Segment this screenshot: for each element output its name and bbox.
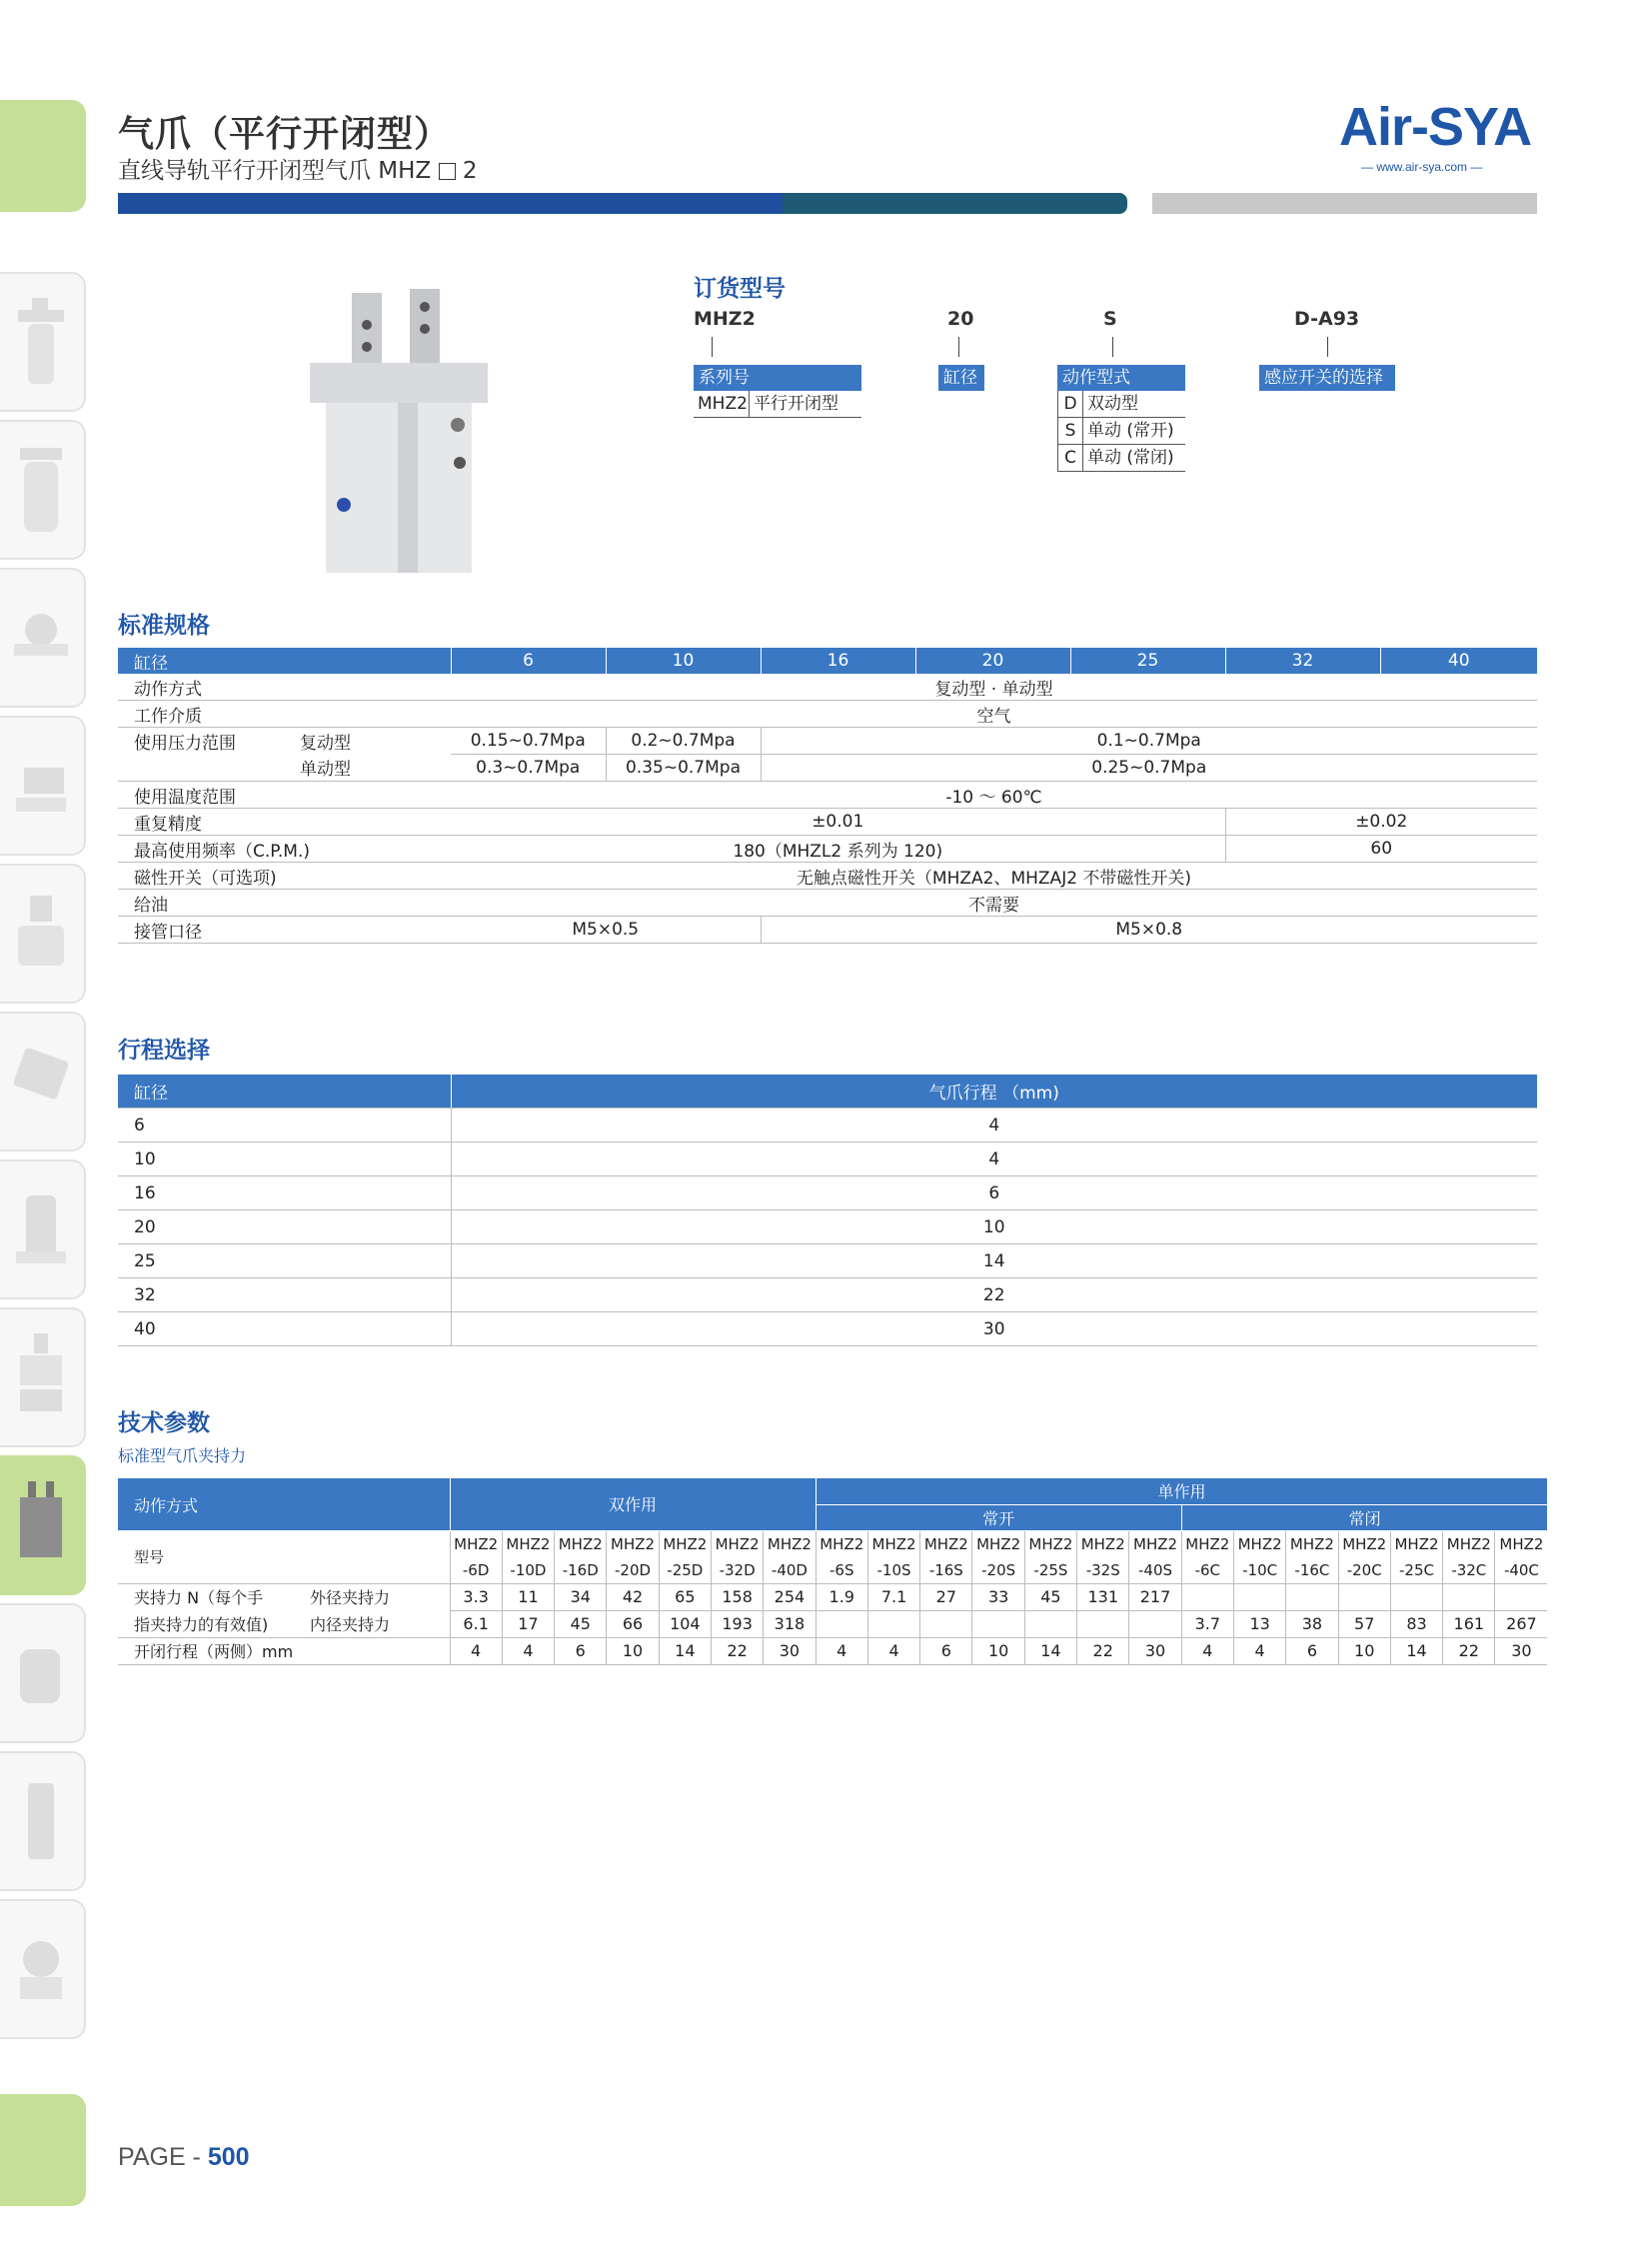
order-connector <box>1327 337 1328 357</box>
silencer-icon <box>14 1773 68 1873</box>
table-cell: MHZ2 <box>1024 1530 1076 1557</box>
table-row: 磁性开关（可选项) 无触点磁性开关（MHZA2、MHZAJ2 不带磁性开关) <box>118 863 1537 890</box>
table-cell: MHZ2 <box>867 1530 919 1557</box>
table-cell: 254 <box>764 1583 816 1610</box>
table-cell: 7.1 <box>867 1583 919 1610</box>
table-cell: -32S <box>1077 1557 1129 1584</box>
actuator-icon <box>14 1034 68 1133</box>
table-cell <box>1286 1583 1338 1610</box>
table-cell <box>1390 1583 1442 1610</box>
header-bar-gray <box>1152 193 1537 214</box>
table-cell: 3.3 <box>450 1583 502 1610</box>
table-cell <box>920 1610 972 1637</box>
table-cell: -16C <box>1286 1557 1338 1584</box>
table-cell: MHZ2 <box>1233 1530 1285 1557</box>
side-tab-gripper[interactable] <box>0 1455 86 1595</box>
series-label: 系列号 <box>694 365 861 391</box>
table-cell <box>1024 1610 1076 1637</box>
brand-url: — www.air-sya.com — <box>1361 160 1483 174</box>
table-cell: 6.1 <box>450 1610 502 1637</box>
table-row: 单动型 0.3~0.7Mpa 0.35~0.7Mpa 0.25~0.7Mpa <box>118 755 1537 782</box>
stroke-table <box>118 1075 1537 1346</box>
order-connector <box>1112 337 1113 357</box>
side-tab-filter[interactable] <box>0 272 86 412</box>
table-cell: 33 <box>972 1583 1024 1610</box>
table-cell: 30 <box>764 1637 816 1664</box>
table-cell: 27 <box>920 1583 972 1610</box>
table-cell: 4 <box>1233 1637 1285 1664</box>
order-code-switch: D-A93 <box>1294 308 1360 330</box>
table-row: 指夹持力的有效值) 内径夹持力 6.1 17 45 66 104 193 318 3.7 13 38 57 83 161 267 <box>118 1610 1547 1637</box>
table-cell: 267 <box>1495 1610 1547 1637</box>
table-cell: MHZ2 <box>1338 1530 1390 1557</box>
side-tab-bottom <box>0 2094 86 2206</box>
table-row: 型号 MHZ2 MHZ2 MHZ2 MHZ2 MHZ2 MHZ2 MHZ2 MHZ2 MHZ2 MHZ2 MHZ2 MHZ2 MHZ2 MHZ2 MHZ2 MHZ2 MHZ2 MHZ2 MHZ2 MHZ2 MHZ2 <box>118 1530 1547 1557</box>
table-cell: -6D <box>450 1557 502 1584</box>
table-cell: 45 <box>555 1610 607 1637</box>
page-number: PAGE - 500 <box>118 2143 250 2171</box>
table-cell: 158 <box>711 1583 763 1610</box>
table-cell <box>972 1610 1024 1637</box>
accessory-icon <box>14 1921 68 2021</box>
order-connector <box>712 337 713 357</box>
table-row: 32 22 <box>118 1278 1537 1312</box>
table-row: 6 4 <box>118 1109 1537 1142</box>
table-row: 重复精度 ±0.01 ±0.02 <box>118 809 1537 836</box>
bore-label: 缸径 <box>938 365 984 391</box>
table-cell: MHZ2 <box>1077 1530 1129 1557</box>
table-row: 10 4 <box>118 1142 1537 1176</box>
table-row: 工作介质 空气 <box>118 701 1537 728</box>
table-row: 20 10 <box>118 1210 1537 1244</box>
table-cell: 10 <box>607 1637 659 1664</box>
table-cell: 22 <box>711 1637 763 1664</box>
side-tab-valve[interactable] <box>0 716 86 856</box>
table-cell: 318 <box>764 1610 816 1637</box>
table-cell: 65 <box>659 1583 711 1610</box>
order-code-series: MHZ2 <box>694 308 756 330</box>
table-cell: MHZ2 <box>555 1530 607 1557</box>
side-tab-top <box>0 100 86 212</box>
table-cell: 14 <box>659 1637 711 1664</box>
table-cell: MHZ2 <box>659 1530 711 1557</box>
table-cell: MHZ2 <box>1443 1530 1495 1557</box>
table-cell <box>867 1610 919 1637</box>
table-cell: -10C <box>1233 1557 1285 1584</box>
side-tab-gauge[interactable] <box>0 568 86 708</box>
table-cell: 4 <box>1181 1637 1233 1664</box>
table-cell: -20S <box>972 1557 1024 1584</box>
order-code-action: S <box>1103 308 1117 330</box>
product-image <box>300 285 500 580</box>
table-cell: 6 <box>1286 1637 1338 1664</box>
table-cell: MHZ2 <box>816 1530 867 1557</box>
table-cell: 161 <box>1443 1610 1495 1637</box>
solenoid-icon <box>14 886 68 986</box>
table-row: 使用温度范围 -10 ～ 60℃ <box>118 782 1537 809</box>
table-cell: 1.9 <box>816 1583 867 1610</box>
table-cell <box>1338 1583 1390 1610</box>
tech-subtitle: 标准型气爪夹持力 <box>118 1446 247 1465</box>
table-cell: MHZ2 <box>764 1530 816 1557</box>
regulator-icon <box>14 442 68 542</box>
tech-table <box>118 1478 1547 1665</box>
table-cell: MHZ2 <box>607 1530 659 1557</box>
action-option-s: S 单动 (常开) <box>1057 418 1185 445</box>
table-cell: 34 <box>555 1583 607 1610</box>
table-cell: -25D <box>659 1557 711 1584</box>
fitting-icon <box>14 1625 68 1725</box>
table-cell: 66 <box>607 1610 659 1637</box>
header-bar-blue <box>118 193 783 214</box>
side-tab-cylinder[interactable] <box>0 1307 86 1447</box>
table-cell: MHZ2 <box>1286 1530 1338 1557</box>
table-row: 16 6 <box>118 1176 1537 1210</box>
gauge-icon <box>14 590 68 690</box>
table-cell: 22 <box>1443 1637 1495 1664</box>
side-tab-solenoid[interactable] <box>0 864 86 1004</box>
action-option-d: D 双动型 <box>1057 391 1185 418</box>
header-bar-teal <box>783 193 1127 214</box>
table-cell: 14 <box>1024 1637 1076 1664</box>
gripper-icon <box>14 1477 68 1577</box>
filter-icon <box>14 294 68 394</box>
spec-table <box>118 648 1537 944</box>
action-label: 动作型式 <box>1057 365 1185 391</box>
table-cell: 57 <box>1338 1610 1390 1637</box>
page-title: 气爪（平行开闭型） <box>118 114 452 155</box>
table-cell: MHZ2 <box>711 1530 763 1557</box>
table-cell: 131 <box>1077 1583 1129 1610</box>
table-cell: 6 <box>555 1637 607 1664</box>
table-cell: 6 <box>920 1637 972 1664</box>
table-cell: 11 <box>502 1583 554 1610</box>
table-cell: 38 <box>1286 1610 1338 1637</box>
table-row: 动作方式 复动型 · 单动型 <box>118 674 1537 701</box>
spec-header-row: 缸径 6 10 16 20 25 32 40 <box>118 648 1537 674</box>
table-cell: MHZ2 <box>1390 1530 1442 1557</box>
side-tab-actuator[interactable] <box>0 1012 86 1151</box>
order-connector <box>958 337 959 357</box>
table-cell: -16D <box>555 1557 607 1584</box>
spec-title: 标准规格 <box>118 613 210 639</box>
table-cell: MHZ2 <box>1129 1530 1181 1557</box>
table-cell: -25S <box>1024 1557 1076 1584</box>
stroke-header-row: 缸径 气爪行程 （mm) <box>118 1075 1537 1109</box>
table-row: 开闭行程（两侧）mm 4 4 6 10 14 22 30 4 4 6 10 14 22 30 4 4 6 10 14 22 30 <box>118 1637 1547 1664</box>
table-cell: 30 <box>1129 1637 1181 1664</box>
table-cell: -20C <box>1338 1557 1390 1584</box>
page-subtitle: 直线导轨平行开闭型气爪 MHZ 2 <box>118 158 478 184</box>
table-cell: MHZ2 <box>502 1530 554 1557</box>
action-option-c: C 单动 (常闭) <box>1057 445 1185 472</box>
table-cell: -40S <box>1129 1557 1181 1584</box>
table-cell: 13 <box>1233 1610 1285 1637</box>
table-cell: MHZ2 <box>972 1530 1024 1557</box>
table-cell: -40D <box>764 1557 816 1584</box>
side-tab-accessory[interactable] <box>0 1899 86 2039</box>
table-cell: -32C <box>1443 1557 1495 1584</box>
table-cell: -10D <box>502 1557 554 1584</box>
valve-icon <box>14 738 68 838</box>
table-row: 夹持力 N（每个手 外径夹持力 3.3 11 34 42 65 158 254 1.9 7.1 27 33 45 131 217 <box>118 1583 1547 1610</box>
table-cell: MHZ2 <box>920 1530 972 1557</box>
table-cell: 10 <box>972 1637 1024 1664</box>
table-cell <box>1495 1583 1547 1610</box>
cylinder-icon <box>14 1329 68 1429</box>
tech-subheader-row: 常开 常闭 <box>118 1504 1547 1530</box>
table-row: 40 30 <box>118 1312 1537 1346</box>
table-cell: -40C <box>1495 1557 1547 1584</box>
table-cell: 30 <box>1495 1637 1547 1664</box>
table-row: 接管口径 M5×0.5 M5×0.8 <box>118 917 1537 944</box>
table-cell: 193 <box>711 1610 763 1637</box>
table-cell <box>1129 1610 1181 1637</box>
side-tab-silencer[interactable] <box>0 1751 86 1891</box>
order-title: 订货型号 <box>694 276 786 302</box>
side-tab-pump[interactable] <box>0 1159 86 1299</box>
table-cell: 22 <box>1077 1637 1129 1664</box>
stroke-title: 行程选择 <box>118 1038 210 1064</box>
tech-header-row: 动作方式 双作用 单作用 <box>118 1478 1547 1504</box>
table-cell: MHZ2 <box>1181 1530 1233 1557</box>
table-cell: 4 <box>502 1637 554 1664</box>
table-cell: 17 <box>502 1610 554 1637</box>
table-cell: -6S <box>816 1557 867 1584</box>
pump-icon <box>14 1181 68 1281</box>
table-cell: -20D <box>607 1557 659 1584</box>
table-cell <box>1077 1610 1129 1637</box>
series-option: MHZ2 平行开闭型 <box>694 391 861 418</box>
table-cell: 4 <box>816 1637 867 1664</box>
table-row: 给油 不需要 <box>118 890 1537 917</box>
table-cell: 217 <box>1129 1583 1181 1610</box>
side-tab-regulator[interactable] <box>0 420 86 560</box>
table-cell: 4 <box>867 1637 919 1664</box>
order-code-bore: 20 <box>947 308 974 330</box>
table-cell: 45 <box>1024 1583 1076 1610</box>
table-cell <box>1233 1583 1285 1610</box>
table-cell: 14 <box>1390 1637 1442 1664</box>
table-row: 最高使用频率（C.P.M.) 180（MHZL2 系列为 120) 60 <box>118 836 1537 863</box>
switch-label: 感应开关的选择 <box>1259 365 1395 391</box>
side-tab-fitting[interactable] <box>0 1603 86 1743</box>
table-cell: 4 <box>450 1637 502 1664</box>
table-cell: 42 <box>607 1583 659 1610</box>
table-cell: MHZ2 <box>1495 1530 1547 1557</box>
table-cell <box>1181 1583 1233 1610</box>
table-cell <box>816 1610 867 1637</box>
table-cell: -6C <box>1181 1557 1233 1584</box>
tech-title: 技术参数 <box>118 1410 210 1436</box>
table-cell: 3.7 <box>1181 1610 1233 1637</box>
table-cell <box>1443 1583 1495 1610</box>
table-cell: -16S <box>920 1557 972 1584</box>
table-cell: -10S <box>867 1557 919 1584</box>
table-row: 使用压力范围 复动型 0.15~0.7Mpa 0.2~0.7Mpa 0.1~0.7Mpa <box>118 728 1537 755</box>
table-cell: 10 <box>1338 1637 1390 1664</box>
table-cell: 104 <box>659 1610 711 1637</box>
table-cell: -25C <box>1390 1557 1442 1584</box>
table-cell: MHZ2 <box>450 1530 502 1557</box>
table-cell: 83 <box>1390 1610 1442 1637</box>
table-row: 25 14 <box>118 1244 1537 1278</box>
table-cell: -32D <box>711 1557 763 1584</box>
brand-logo: Air-SYA <box>1339 97 1532 157</box>
action-options <box>1057 391 1185 472</box>
